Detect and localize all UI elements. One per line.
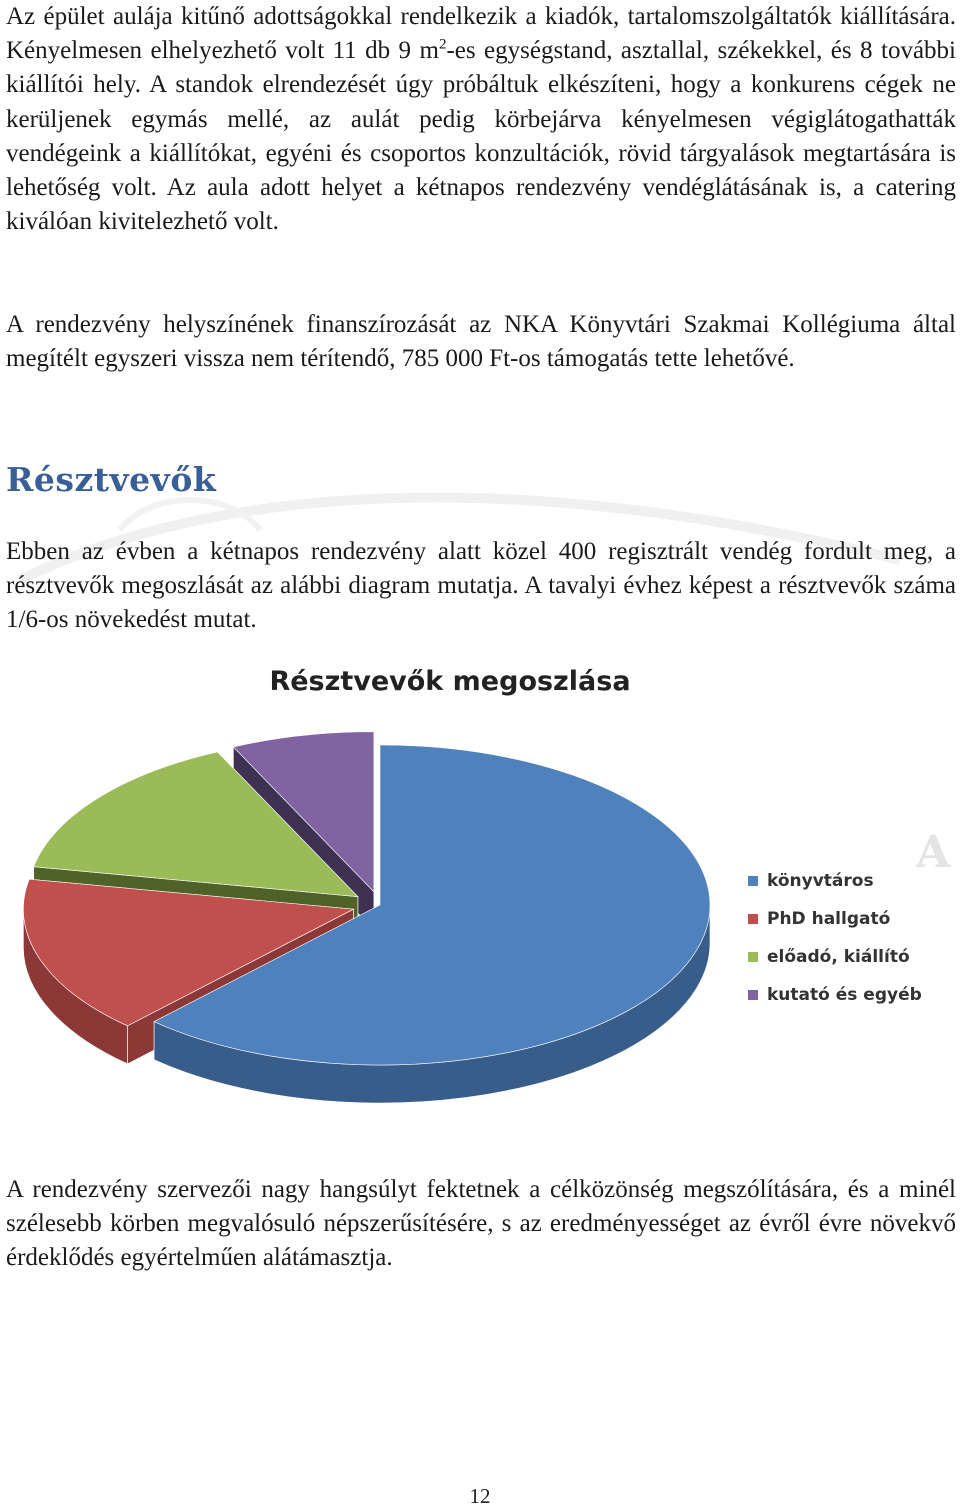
legend-item-phd-hallgato: [748, 900, 922, 938]
legend-swatch: [748, 952, 758, 962]
chart-legend: [748, 862, 922, 1014]
section-heading: Résztvevők: [6, 460, 217, 499]
legend-swatch: [748, 876, 758, 886]
paragraph-participants: Ebben az évben a kétnapos rendezvény alatt közel 400 regisztrált vendég fordult meg, a résztvevők megoszlását az alábbi diagram mutatja. A tavalyi évhez képest a résztvevők száma 1/6-os növekedést mutat.: [6, 538, 956, 634]
superscript-2: 2: [438, 36, 447, 53]
legend-swatch: [748, 990, 758, 1000]
paragraph-text-continued: -es egységstand, asztallal, székekkel, és 8 további kiállítói hely. A standok elrendezését úgy próbáltuk elkészíteni, hogy a konkurens cégek ne kerüljenek egymás mellé, az aulát pedig körbejárva kényelmesen végiglátogathatták vendégeink a kiállítókat, egyéni és csoportos konzultációk, rövid tárgyalások megtartására is lehetőség volt. Az aula adott helyet a kétnapos rendezvény vendéglátásának is, a catering kiválóan kivitelezhető volt.: [6, 37, 956, 236]
legend-swatch: [748, 914, 758, 924]
legend-item-kutato-es-egyeb: [748, 976, 922, 1014]
watermark-letter: A: [916, 827, 951, 878]
paragraph-exhibition-venue: [6, 0, 956, 239]
paragraph-text: Az épület aulája kitűnő adottságokkal rendelkezik a kiadók, tartalomszolgáltatók kiállítására. Kényelmesen elhelyezhető volt 11 db 9 m: [6, 3, 956, 65]
paragraph-funding: A rendezvény helyszínének finanszírozását az NKA Könyvtári Szakmai Kollégiuma által megítélt egyszeri vissza nem térítendő, 785 000 Ft-os támogatás tette lehetővé.: [6, 311, 956, 373]
legend-label: PhD hallgató: [767, 909, 891, 929]
page-number: 12: [469, 1484, 491, 1508]
paragraph-conclusion: A rendezvény szervezői nagy hangsúlyt fektetnek a célközönség megszólítására, és a minél szélesebb körben megvalósuló népszerűsítésére, s az eredményességet az évről évre növekvő érdeklődés egyértelműen alátámasztja.: [6, 1176, 956, 1272]
legend-label: előadó, kiállító: [767, 947, 910, 967]
legend-label: könyvtáros: [767, 871, 874, 891]
legend-label: kutató és egyéb: [767, 985, 922, 1005]
chart-title: Résztvevők megoszlása: [269, 666, 631, 697]
legend-item-konyvtaros: [748, 862, 922, 900]
legend-item-eloado-kiallito: [748, 938, 922, 976]
